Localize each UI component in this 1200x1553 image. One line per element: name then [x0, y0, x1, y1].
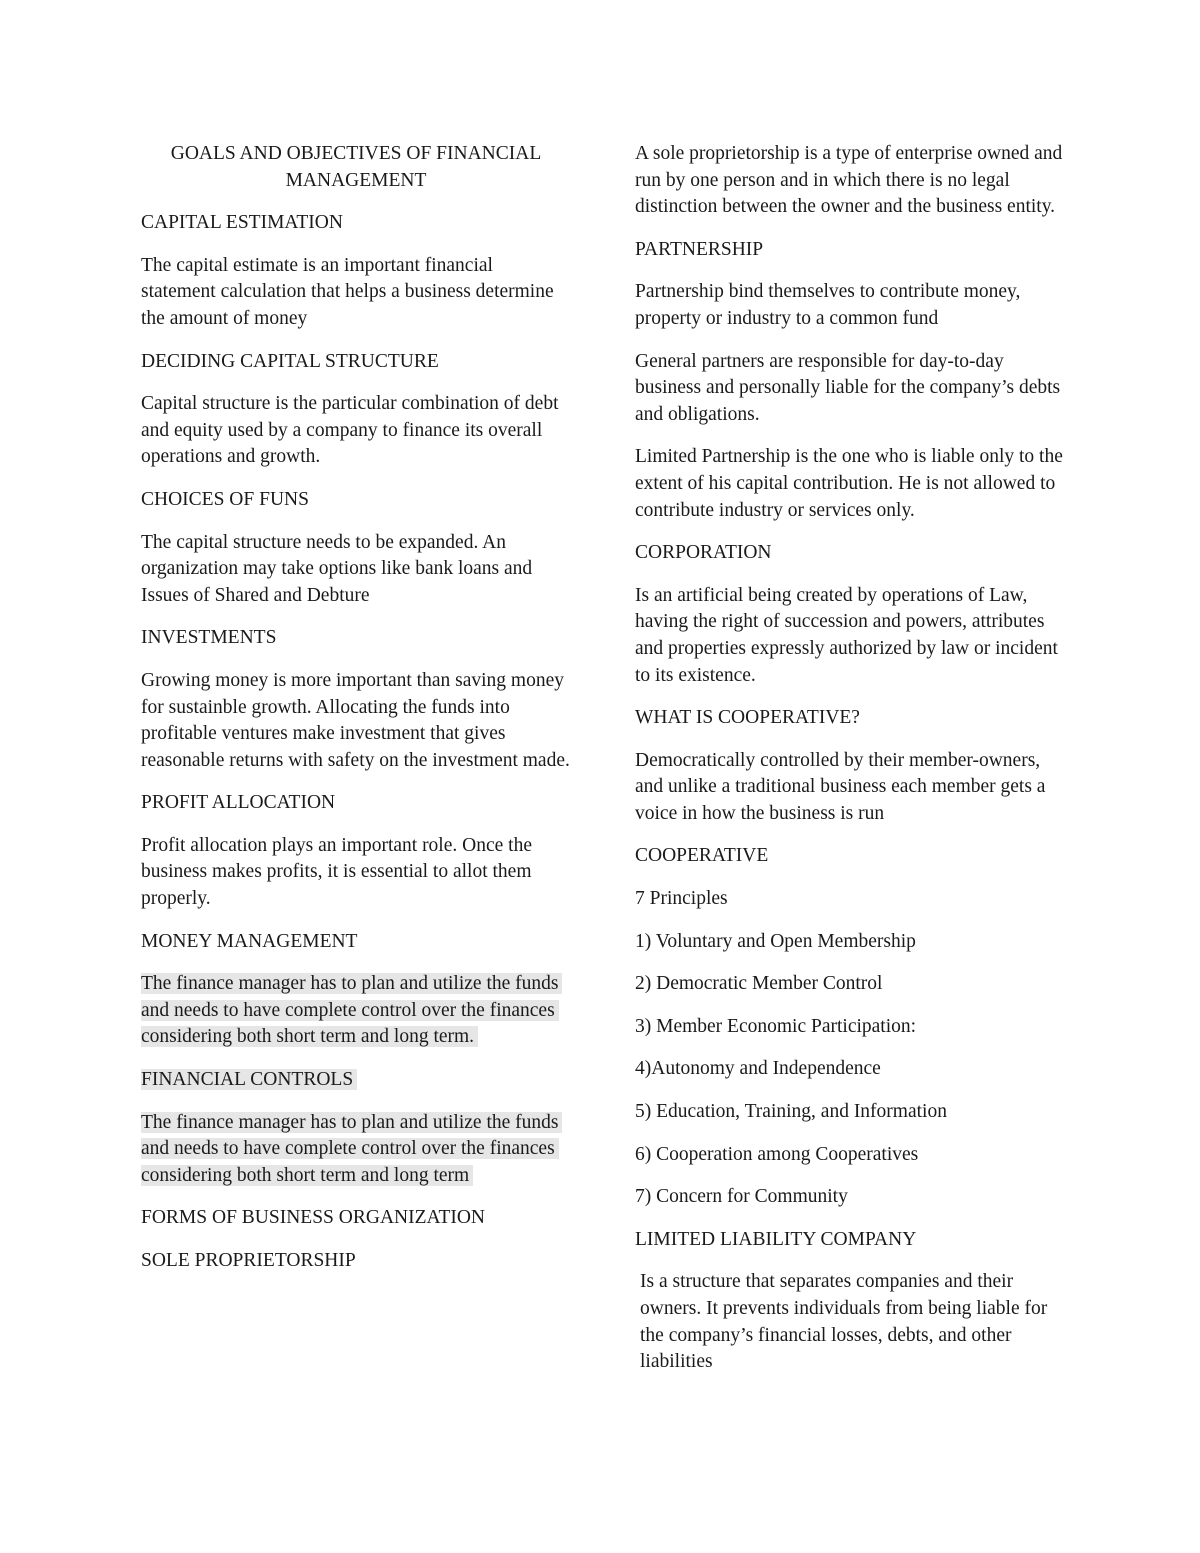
left-column [141, 141, 571, 1291]
paragraph-partnership-3: Limited Partnership is the one who is liable only to the extent of his capital contribution. He is not allowed to contribute industry or services only. [635, 446, 1063, 521]
heading-forms-of-business: FORMS OF BUSINESS ORGANIZATION [141, 1207, 486, 1229]
heading-sole-proprietorship: SOLE PROPRIETORSHIP [141, 1250, 356, 1271]
heading-investments: INVESTMENTS [141, 627, 277, 649]
paragraph-financial-controls [141, 1110, 571, 1190]
paragraph-corporation: Is an artificial being created by operations of Law, having the right of succession and powers, attributes and properties expressly authorized by law or incident to its existence. [635, 584, 1058, 686]
paragraph-choices-of-funs: The capital structure needs to be expanded. An organization may take options like bank loans and Issues of Shared and Debture [141, 531, 533, 606]
heading-financial-controls [141, 1067, 571, 1094]
heading-what-is-cooperative: WHAT IS COOPERATIVE? [635, 707, 860, 729]
heading-choices-of-funs: CHOICES OF FUNS [141, 488, 309, 510]
heading-capital-structure: DECIDING CAPITAL STRUCTURE [141, 350, 439, 372]
heading-limited-liability-company: LIMITED LIABILITY COMPANY [635, 1228, 917, 1250]
heading-profit-allocation: PROFIT ALLOCATION [141, 792, 336, 814]
heading-cooperative: COOPERATIVE [635, 845, 769, 867]
right-column [635, 141, 1065, 1392]
list-item: 2) Democratic Member Control [635, 973, 883, 995]
paragraph-partnership-1: Partnership bind themselves to contribute money, property or industry to a common fund [635, 281, 1021, 329]
heading-money-management: MONEY MANAGEMENT [141, 930, 358, 952]
paragraph-capital-structure: Capital structure is the particular combination of debt and equity used by a company to finance its overall operations and growth. [141, 393, 559, 468]
paragraph-what-is-cooperative: Democratically controlled by their member-owners, and unlike a traditional business each member gets a voice in how the business is run [635, 749, 1046, 824]
paragraph-limited-liability-company: Is a structure that separates companies and their owners. It prevents individuals from being liable for the company’s financial losses, debts, and other liabilities [640, 1271, 1048, 1373]
paragraph-sole-proprietorship: A sole proprietorship is a type of enterprise owned and run by one person and in which there is no legal distinction between the owner and the business entity. [635, 143, 1063, 218]
paragraph-investments: Growing money is more important than saving money for sustainble growth. Allocating the funds into profitable ventures make investment that gives reasonable returns with safety on the investment made. [141, 669, 570, 771]
list-item: 5) Education, Training, and Information [635, 1101, 947, 1123]
highlighted-heading: FINANCIAL CONTROLS [141, 1069, 357, 1090]
list-item: 4)Autonomy and Independence [635, 1058, 881, 1080]
highlighted-text: The finance manager has to plan and utilize the funds and needs to have complete control over the finances considering both short term and long term. [141, 973, 562, 1047]
paragraph-partnership-2: General partners are responsible for day-to-day business and personally liable for the company’s debts and obligations. [635, 350, 1061, 425]
paragraph-money-management [141, 971, 571, 1051]
list-item: 3) Member Economic Participation: [635, 1015, 917, 1037]
list-item: 1) Voluntary and Open Membership [635, 930, 916, 952]
heading-corporation: CORPORATION [635, 542, 772, 564]
highlighted-text: The finance manager has to plan and utilize the funds and needs to have complete control over the finances considering both short term and long term [141, 1112, 562, 1186]
heading-partnership: PARTNERSHIP [635, 238, 764, 260]
paragraph-capital-estimation: The capital estimate is an important financial statement calculation that helps a business determine the amount of money [141, 254, 554, 329]
heading-capital-estimation: CAPITAL ESTIMATION [141, 212, 343, 234]
paragraph-profit-allocation: Profit allocation plays an important role. Once the business makes profits, it is essential to allot them properly. [141, 834, 532, 910]
list-item: 6) Cooperation among Cooperatives [635, 1143, 919, 1165]
principles-label: 7 Principles [635, 888, 728, 910]
list-item: 7) Concern for Community [635, 1186, 848, 1208]
document-title: GOALS AND OBJECTIVES OF FINANCIAL MANAGEMENT [170, 143, 542, 191]
